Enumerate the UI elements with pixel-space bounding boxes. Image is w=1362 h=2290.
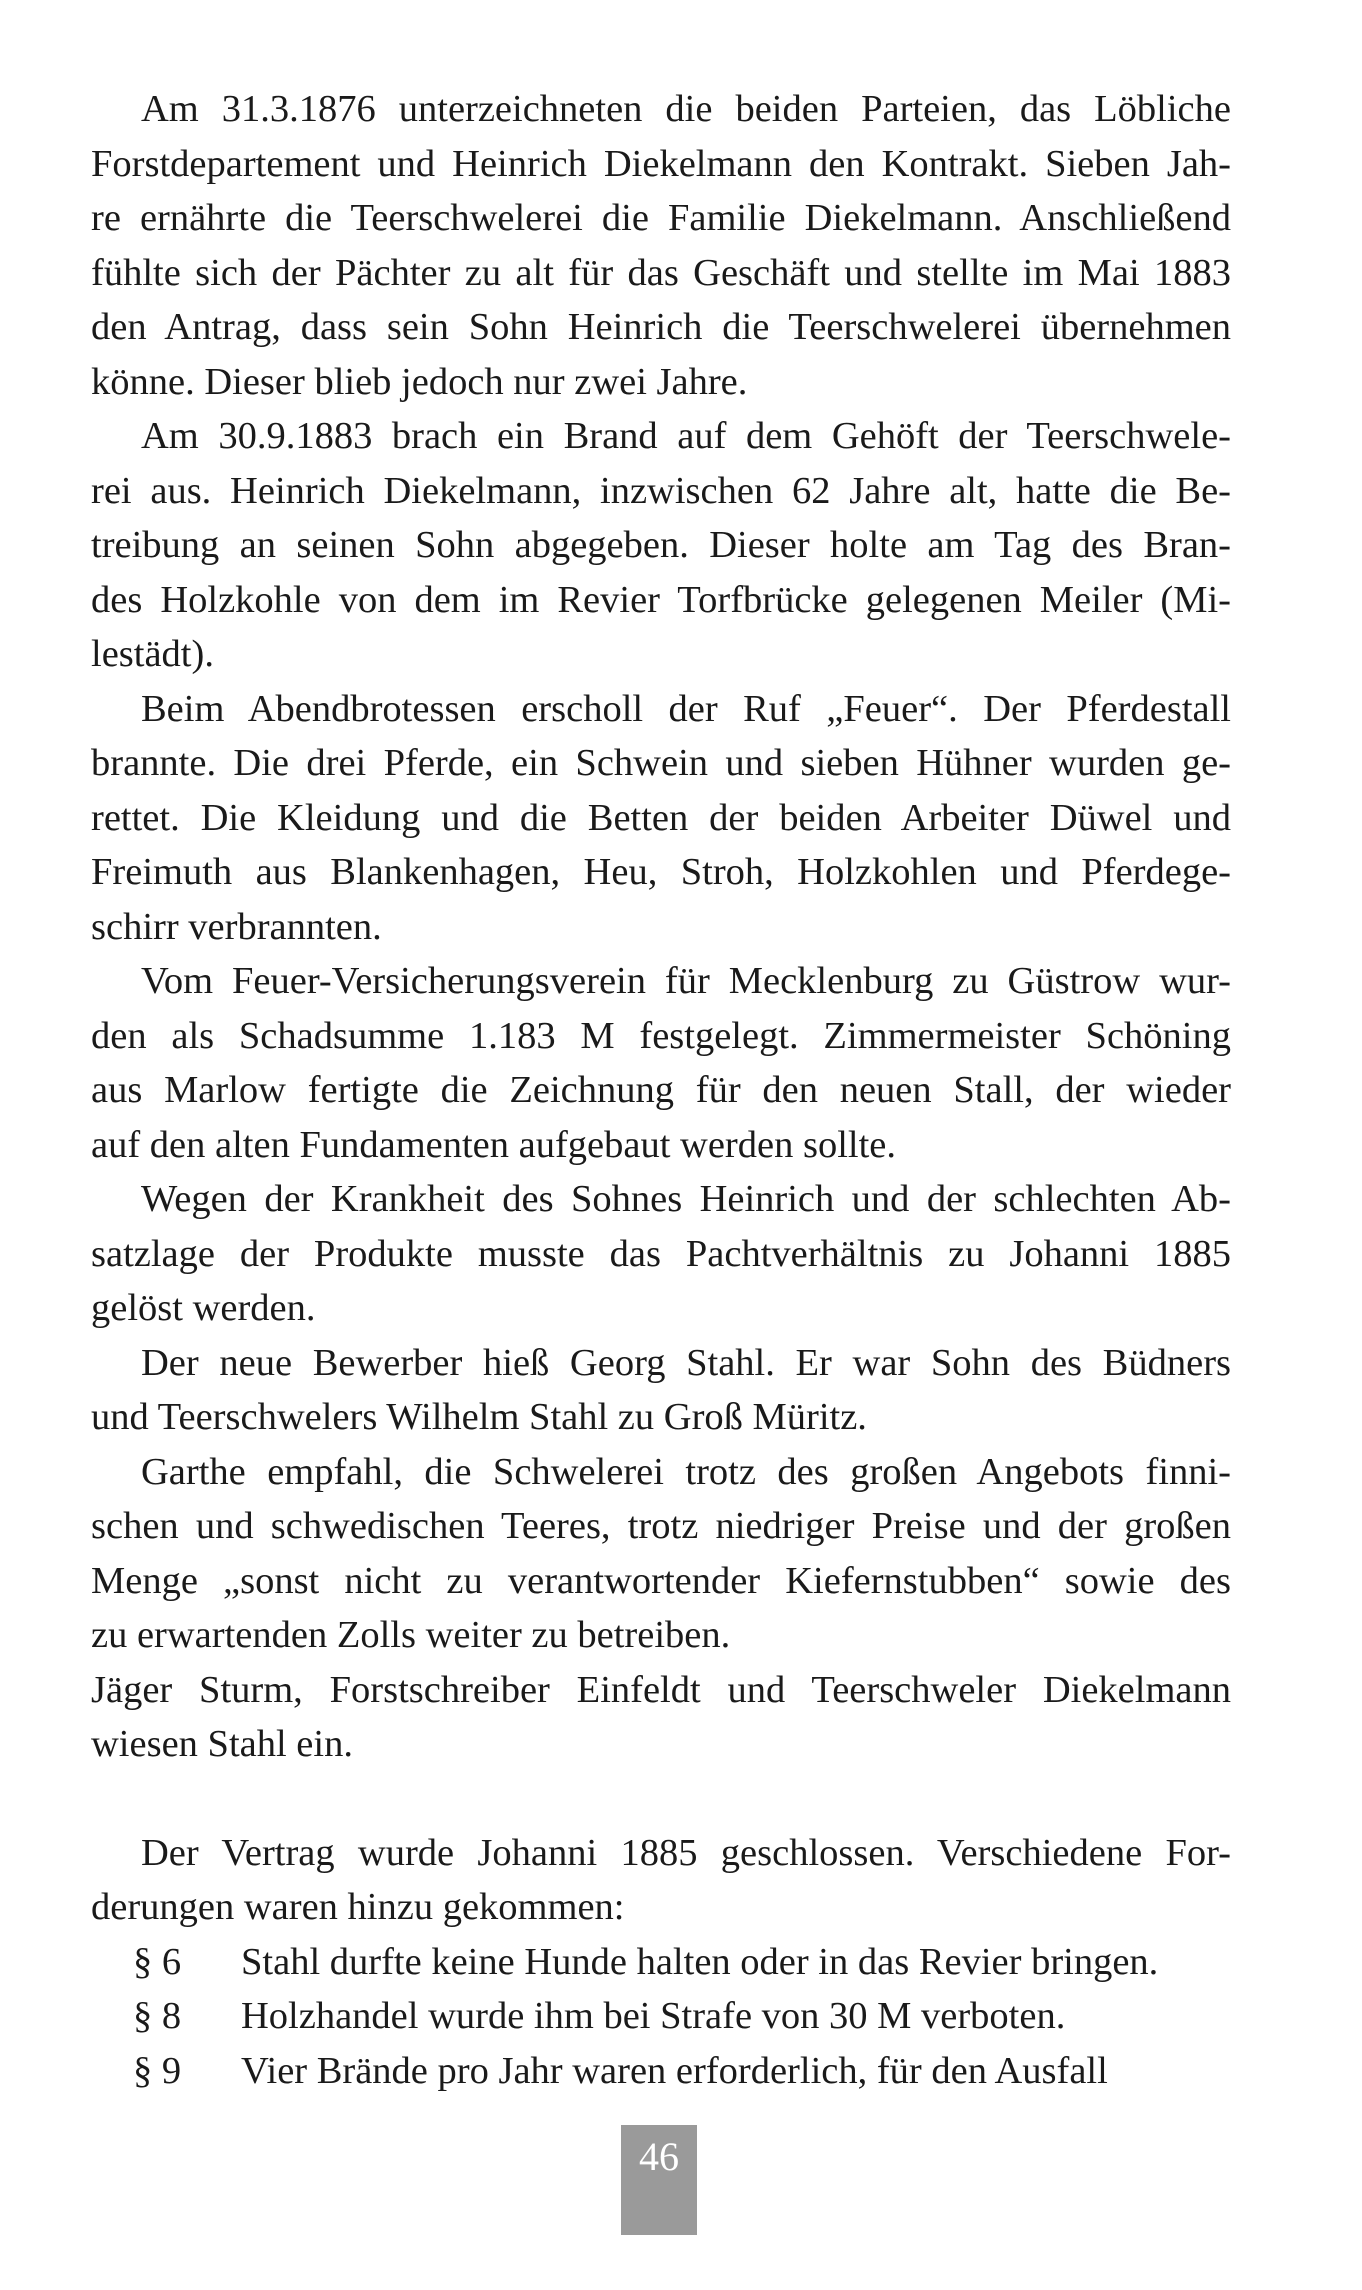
text-line: des Holzkohle von dem im Revier Torfbrücke gelegenen Meiler (Mi- — [91, 578, 1231, 621]
clause-item — [91, 2044, 1231, 2099]
page-body — [91, 82, 1231, 2098]
clause-symbol: § 9 — [133, 2049, 182, 2092]
blank-line — [91, 1772, 1231, 1826]
clause-text: Holzhandel wurde ihm bei Strafe von 30 M verboten. — [241, 1995, 1066, 2037]
text-line: zu erwartenden Zolls weiter zu betreiben. — [91, 1614, 731, 1656]
text-line: Am 31.3.1876 unterzeichneten die beiden Parteien, das Löbliche — [141, 88, 1231, 130]
paragraph — [91, 1172, 1231, 1336]
text-line: auf den alten Fundamenten aufgebaut werden sollte. — [91, 1123, 897, 1166]
text-line: re ernährte die Teerschwelerei die Familie Diekelmann. Anschließend — [91, 197, 1231, 239]
text-line: Am 30.9.1883 brach ein Brand auf dem Gehöft der Teerschwele- — [141, 415, 1231, 457]
text-line: brannte. Die drei Pferde, ein Schwein und sieben Hühner wurden ge- — [91, 742, 1231, 784]
text-line: schen und schwedischen Teeres, trotz niedriger Preise und der großen — [91, 1505, 1231, 1547]
text-line: fühlte sich der Pächter zu alt für das Geschäft und stellte im Mai 1883 — [91, 251, 1231, 294]
text-line: aus Marlow fertigte die Zeichnung für den neuen Stall, der wieder — [91, 1069, 1231, 1111]
clause-symbol: § 8 — [133, 1995, 182, 2037]
clause-item — [91, 1989, 1231, 2044]
paragraph — [91, 1445, 1231, 1663]
clause-item — [91, 1935, 1231, 1990]
text-line: Forstdepartement und Heinrich Diekelmann den Kontrakt. Sieben Jah- — [91, 142, 1231, 185]
text-line: rei aus. Heinrich Diekelmann, inzwischen 62 Jahre alt, hatte die Be- — [91, 469, 1231, 512]
text-line: satzlage der Produkte musste das Pachtverhältnis zu Johanni 1885 — [91, 1232, 1231, 1275]
text-line: treibung an seinen Sohn abgegeben. Dieser holte am Tag des Bran- — [91, 524, 1231, 566]
paragraph — [91, 682, 1231, 955]
paragraph — [91, 1663, 1231, 1772]
clause-list — [91, 1935, 1231, 2099]
paragraph — [91, 82, 1231, 409]
paragraph — [91, 1826, 1231, 1935]
clause-symbol: § 6 — [133, 1940, 182, 1983]
clause-text: Stahl durfte keine Hunde halten oder in das Revier bringen. — [241, 1940, 1159, 1983]
text-line: wiesen Stahl ein. — [91, 1723, 353, 1765]
text-line: derungen waren hinzu gekommen: — [91, 1886, 625, 1928]
paragraph — [91, 409, 1231, 682]
text-line: Menge „sonst nicht zu verantwortender Kiefernstubben“ sowie des — [91, 1559, 1231, 1602]
text-line: rettet. Die Kleidung und die Betten der beiden Arbeiter Düwel und — [91, 796, 1231, 839]
paragraph — [91, 1336, 1231, 1445]
page-number: 46 — [621, 2125, 697, 2235]
text-line: Vom Feuer-Versicherungsverein für Mecklenburg zu Güstrow wur- — [141, 960, 1231, 1002]
text-line: Der neue Bewerber hieß Georg Stahl. Er war Sohn des Büdners — [141, 1341, 1231, 1384]
paragraph — [91, 954, 1231, 1172]
text-line: könne. Dieser blieb jedoch nur zwei Jahre. — [91, 360, 748, 403]
text-line: Garthe empfahl, die Schwelerei trotz des großen Angebots finni- — [141, 1450, 1231, 1493]
text-line: schirr verbrannten. — [91, 905, 382, 948]
text-line: Freimuth aus Blankenhagen, Heu, Stroh, Holzkohlen und Pferdege- — [91, 851, 1231, 893]
text-line: Jäger Sturm, Forstschreiber Einfeldt und Teerschweler Diekelmann — [91, 1668, 1231, 1711]
text-line: Beim Abendbrotessen erscholl der Ruf „Feuer“. Der Pferdestall — [141, 687, 1231, 730]
clause-text: Vier Brände pro Jahr waren erforderlich, für den Ausfall — [241, 2049, 1108, 2092]
text-line: den Antrag, dass sein Sohn Heinrich die Teerschwelerei übernehmen — [91, 306, 1231, 348]
text-line: und Teerschwelers Wilhelm Stahl zu Groß Müritz. — [91, 1396, 867, 1438]
text-line: Der Vertrag wurde Johanni 1885 geschlossen. Verschiedene For- — [141, 1831, 1231, 1874]
text-line: lestädt). — [91, 633, 214, 675]
text-line: den als Schadsumme 1.183 M festgelegt. Zimmermeister Schöning — [91, 1014, 1231, 1057]
text-line: Wegen der Krankheit des Sohnes Heinrich und der schlechten Ab- — [141, 1178, 1231, 1220]
text-line: gelöst werden. — [91, 1287, 316, 1329]
